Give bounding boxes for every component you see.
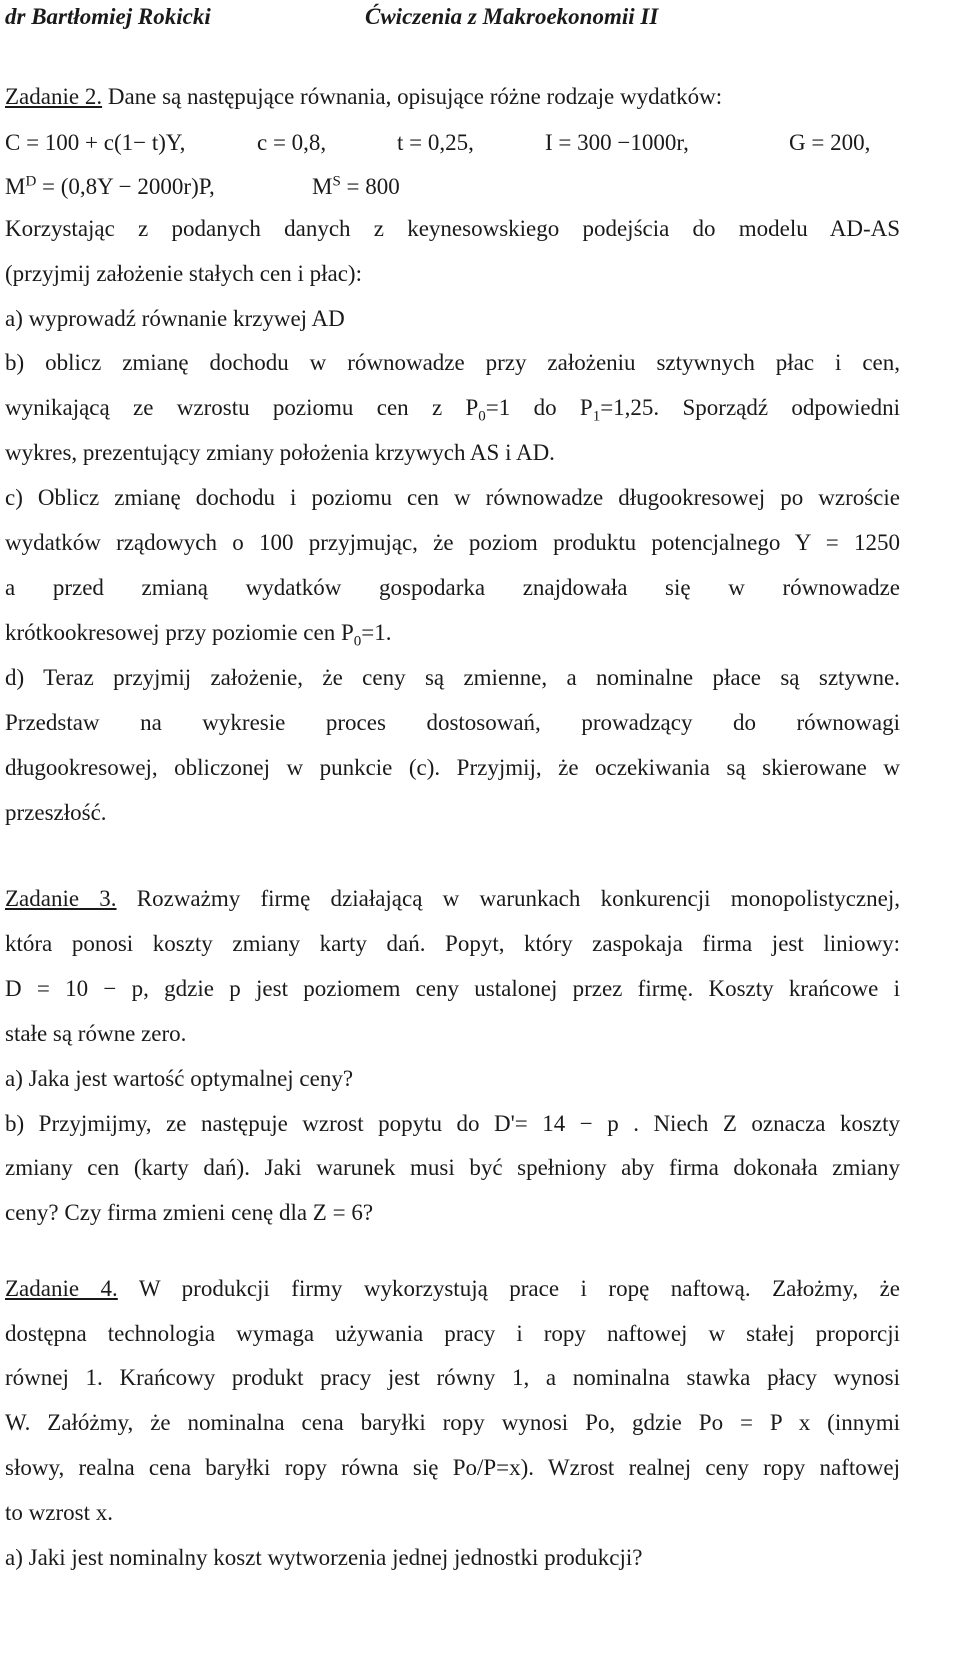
z4-line: słowy, realna cena baryłki ropy równa się Po/P=x). Wzrost realnej ceny ropy naftowej (5, 1455, 900, 1480)
z3-line: stałe są równe zero. (5, 1021, 187, 1046)
task-4-label: Zadanie 4. (5, 1276, 118, 1301)
z2-part-c-line: a przed zmianą wydatków gospodarka znajdowała się w równowadze (5, 575, 900, 600)
z2-part-d-line: d) Teraz przyjmij założenie, że ceny są zmienne, a nominalne płace są sztywne. (5, 665, 900, 690)
z2-part-d-line: długookresowej, obliczonej w punkcie (c). Przyjmij, że oczekiwania są skierowane w (5, 755, 900, 780)
z3-part-b-line: b) Przyjmijmy, ze następuje wzrost popytu do D'= 14 − p . Niech Z oznacza koszty (5, 1111, 900, 1136)
z4-line: Zadanie 4. W produkcji firmy wykorzystują prace i ropę naftową. Założmy, że (5, 1276, 900, 1301)
z2-paragraph-line: Korzystając z podanych danych z keynesowskiego podejścia do modelu AD-AS (5, 216, 900, 241)
z2-part-a: a) wyprowadź równanie krzywej AD (5, 306, 345, 331)
page-header (5, 4, 900, 36)
z3-line: D = 10 − p, gdzie p jest poziomem ceny ustalonej przez firmę. Koszty krańcowe i (5, 976, 900, 1001)
z2-part-d-line: przeszłość. (5, 800, 107, 825)
eq-t-value: t = 0,25, (397, 130, 474, 155)
z3-line: która ponosi koszty zmiany karty dań. Popyt, który zaspokaja firma jest liniowy: (5, 931, 900, 956)
header-course: Ćwiczenia z Makroekonomii II (365, 4, 659, 29)
eq-investment: I = 300 −1000r, (545, 130, 689, 155)
z2-intro: Dane są następujące równania, opisujące różne rodzaje wydatków: (102, 84, 723, 109)
z4-line: równej 1. Krańcowy produkt pracy jest równy 1, a nominalna stawka płacy wynosi (5, 1365, 900, 1390)
z3-part-a: a) Jaka jest wartość optymalnej ceny? (5, 1066, 354, 1091)
z4-line: dostępna technologia wymaga używania pracy i ropy naftowej w stałej proporcji (5, 1321, 900, 1346)
z4-part-a: a) Jaki jest nominalny koszt wytworzenia jednej jednostki produkcji? (5, 1545, 643, 1570)
z2-part-b-line: wykres, prezentujący zmiany położenia krzywych AS i AD. (5, 440, 555, 465)
z4-line: to wzrost x. (5, 1500, 113, 1525)
eq-c-value: c = 0,8, (257, 130, 327, 155)
z2-part-d-line: Przedstaw na wykresie proces dostosowań, prowadzący do równowagi (5, 710, 900, 735)
z3-part-b-line: zmiany cen (karty dań). Jaki warunek musi być spełniony aby firma dokonała zmiany (5, 1155, 900, 1180)
z2-part-c-line: wydatków rządowych o 100 przyjmując, że poziom produktu potencjalnego Y = 1250 (5, 530, 900, 555)
eq-government: G = 200, (789, 130, 871, 155)
z2-part-b-line: b) oblicz zmianę dochodu w równowadze przy założeniu sztywnych płac i cen, (5, 350, 900, 375)
task-3-label: Zadanie 3. (5, 886, 117, 911)
z4-line: W. Załóżmy, że nominalna cena baryłki ropy wynosi Po, gdzie Po = P x (innymi (5, 1410, 900, 1435)
eq-money-supply: $M^S = 800$ (312, 173, 400, 199)
eq-consumption: C = 100 + c(1− t)Y, (5, 130, 186, 155)
z2-part-b-line: wynikającą ze wzrostu poziomu cen z $P_0=1$ do $P_1=1,25$. Sporządź odpowiedni (5, 395, 900, 425)
z2-paragraph-line: (przyjmij założenie stałych cen i płac): (5, 261, 362, 286)
eq-money-demand: $M^D = (0,8Y - 2000r)P$, (5, 173, 215, 199)
z3-line: Zadanie 3. Rozważmy firmę działającą w warunkach konkurencji monopolistycznej, (5, 886, 900, 911)
z2-part-c-line: krótkookresowej przy poziomie cen $P_0=1$. (5, 620, 392, 650)
task-2-label: Zadanie 2. (5, 84, 103, 109)
z3-part-b-line: ceny? Czy firma zmieni cenę dla Z = 6? (5, 1200, 374, 1225)
z2-intro-line (5, 82, 900, 112)
header-author: dr Bartłomiej Rokicki (5, 4, 211, 29)
z2-part-c-line: c) Oblicz zmianę dochodu i poziomu cen w równowadze długookresowej po wzroście (5, 485, 900, 510)
